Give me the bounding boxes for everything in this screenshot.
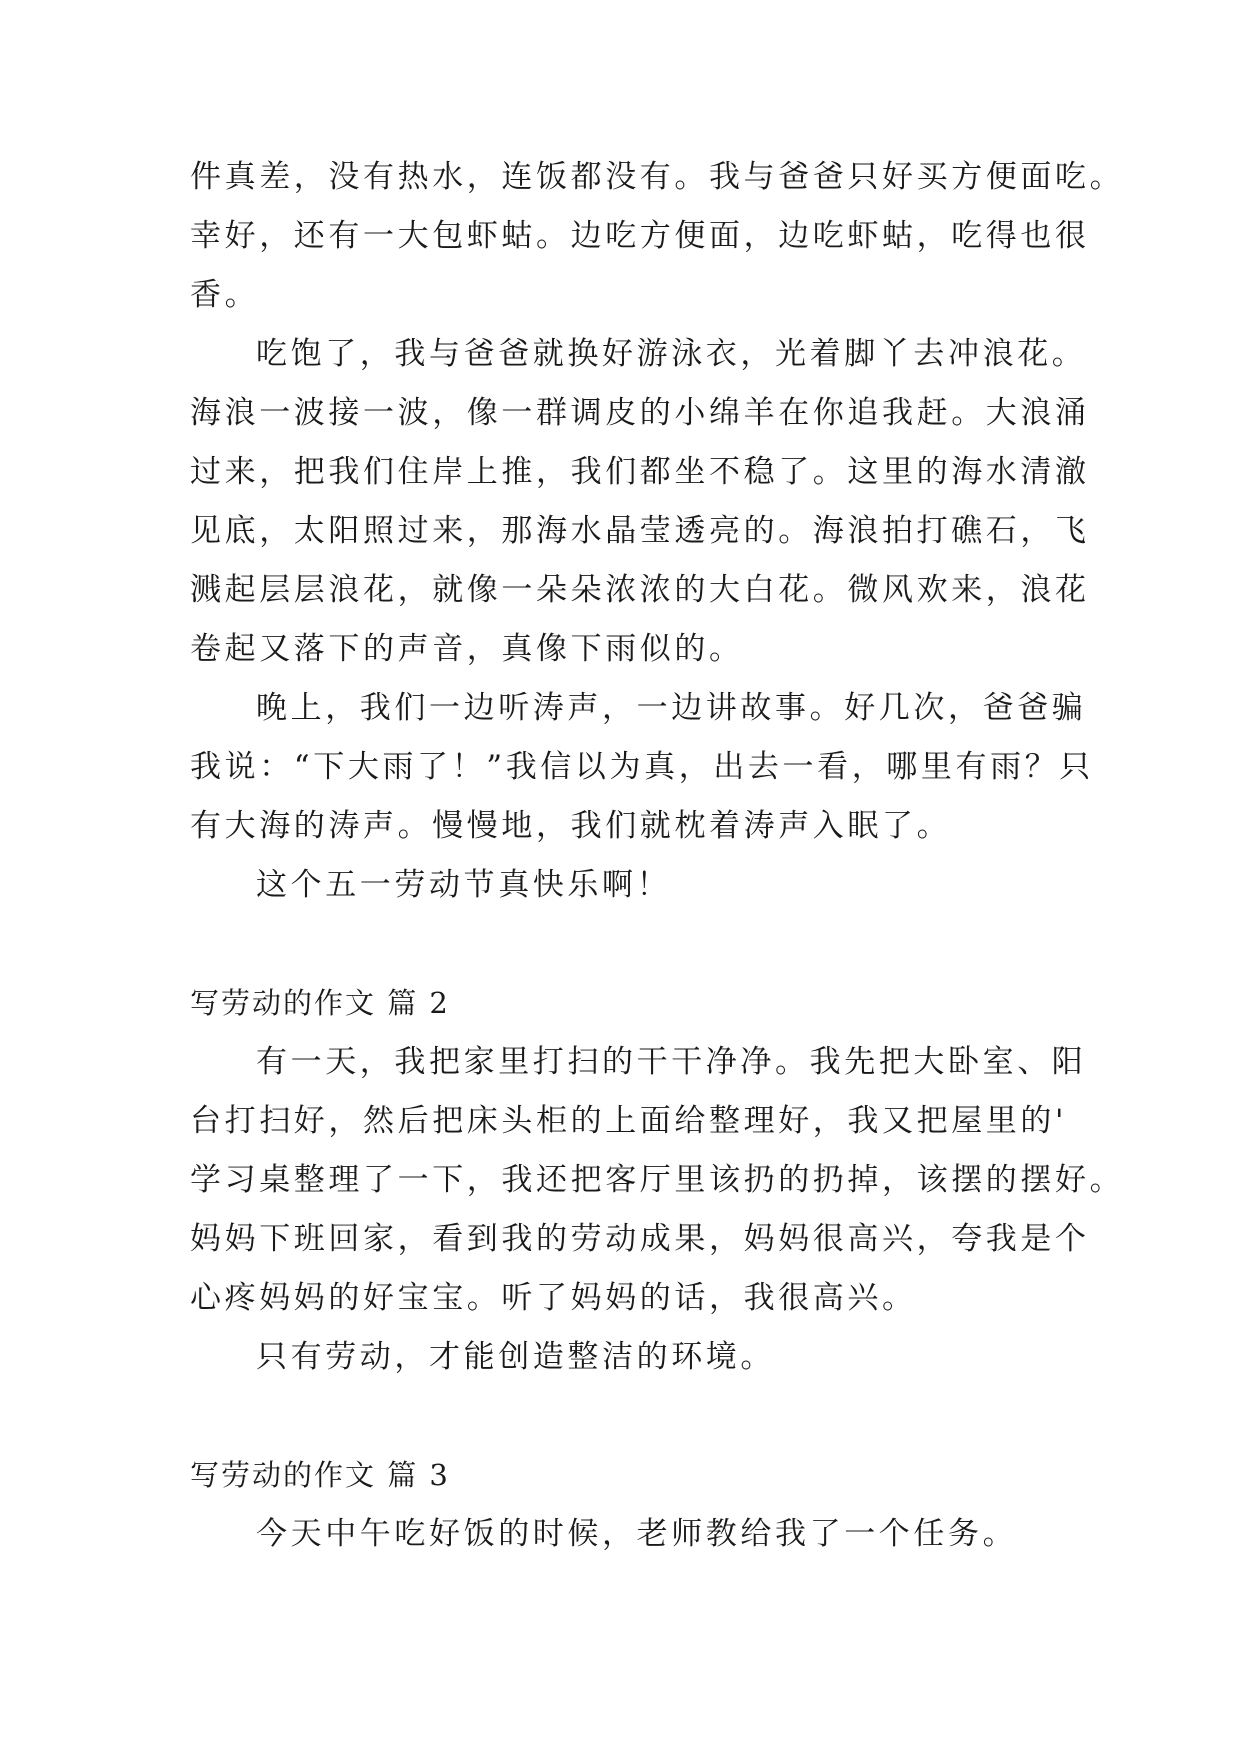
text-line: 学习桌整理了一下，我还把客厅里该扔的扔掉，该摆的摆好。 — [190, 1162, 1125, 1198]
section-gap — [190, 1387, 1070, 1446]
text-line: 晚上，我们一边听涛声，一边讲故事。好几次，爸爸骗 — [256, 690, 1087, 726]
text-line: 件真差，没有热水，连饭都没有。我与爸爸只好买方便面吃。 — [190, 159, 1125, 195]
section-title: 写劳动的作文 篇 2 — [190, 986, 450, 1020]
text-line: 有大海的涛声。慢慢地，我们就枕着涛声入眠了。 — [190, 808, 952, 844]
text-line: 妈妈下班回家，看到我的劳动成果，妈妈很高兴，夸我是个 — [190, 1221, 1090, 1257]
section-title: 写劳动的作文 篇 3 — [190, 1458, 450, 1492]
paragraph — [190, 325, 1090, 679]
text-line: 海浪一波接一波，像一群调皮的小绵羊在你追我赶。大浪涌 — [190, 395, 1090, 431]
text-line: 我说：“下大雨了！”我信以为真，出去一看，哪里有雨？只 — [190, 749, 1094, 785]
text-line: 这个五一劳动节真快乐啊！ — [256, 867, 672, 903]
text-line: 只有劳动，才能创造整洁的环境。 — [256, 1339, 775, 1375]
section-gap — [190, 915, 1070, 974]
text-line: 幸好，还有一大包虾蛄。边吃方便面，边吃虾蛄，吃得也很 — [190, 218, 1090, 254]
text-line: 见底，太阳照过来，那海水晶莹透亮的。海浪拍打礁石，飞 — [190, 513, 1090, 549]
text-line: 台打扫好，然后把床头柜的上面给整理好，我又把屋里的' — [190, 1103, 1068, 1139]
text-line: 香。 — [190, 277, 260, 313]
text-line: 今天中午吃好饭的时候，老师教给我了一个任务。 — [256, 1516, 1018, 1552]
text-line: 有一天，我把家里打扫的干干净净。我先把大卧室、阳 — [256, 1044, 1087, 1080]
paragraph — [190, 1033, 1125, 1328]
paragraph — [190, 679, 1094, 856]
text-line: 心疼妈妈的好宝宝。听了妈妈的话，我很高兴。 — [190, 1280, 917, 1316]
text-line: 吃饱了，我与爸爸就换好游泳衣，光着脚丫去冲浪花。 — [256, 336, 1087, 372]
paragraph — [190, 856, 1070, 915]
paragraph — [190, 1328, 1070, 1387]
text-line: 溅起层层浪花，就像一朵朵浓浓的大白花。微风欢来，浪花 — [190, 572, 1090, 608]
text-line: 过来，把我们住岸上推，我们都坐不稳了。这里的海水清澈 — [190, 454, 1090, 490]
text-line: 卷起又落下的声音，真像下雨似的。 — [190, 631, 744, 667]
paragraph — [190, 148, 1125, 325]
paragraph — [190, 1505, 1070, 1564]
document-page — [190, 148, 1125, 1564]
